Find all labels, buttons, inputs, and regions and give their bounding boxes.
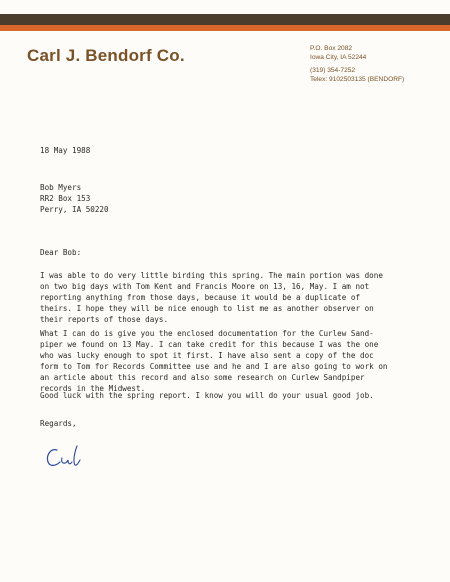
phone-line: (319) 354-7252: [310, 67, 356, 74]
paragraph-line: What I can do is give you the enclosed documentation for the Curlew Sand-: [40, 329, 374, 338]
recipient-name: Bob Myers: [40, 183, 82, 192]
city-line: Iowa City, IA 52244: [310, 54, 367, 61]
paragraph-line: piper we found on 13 May. I can take credit for this because I was the one: [40, 340, 379, 349]
handwritten-signature-icon: [44, 444, 92, 470]
recipient-line-3: Perry, IA 50220: [40, 205, 109, 214]
paragraph-2: [40, 328, 387, 394]
letterhead-orange-band: [0, 25, 450, 31]
paragraph-line: Good luck with the spring report. I know you will do your usual good job.: [40, 391, 374, 400]
paragraph-line: on two big days with Tom Kent and Francis Moore on 13, 16, May. I am not: [40, 282, 370, 291]
contact-block: [310, 44, 404, 84]
letterhead-dark-band: [0, 14, 450, 25]
company-name: Carl J. Bendorf Co.: [27, 46, 185, 65]
paragraph-line: an article about this record and also some research on Curlew Sandpiper: [40, 373, 365, 382]
recipient-address: [40, 182, 109, 215]
telex-line: Telex: 9102503135 (BENDORF): [310, 76, 405, 83]
paragraph-1: [40, 270, 383, 325]
paragraph-line: theirs. I hope they will be nice enough to list me as another observer on: [40, 304, 374, 313]
paragraph-line: I was able to do very little birding this spring. The main portion was done: [40, 271, 383, 280]
paragraph-line: reporting anything from those days, because it would be a duplicate of: [40, 293, 361, 302]
salutation: Dear Bob:: [40, 248, 82, 257]
paragraph-line: form to Tom for Records Committee use and he and I are also going to work on: [40, 362, 388, 371]
letter-date: 18 May 1988: [40, 146, 91, 155]
paragraph-3: [40, 390, 374, 401]
po-box: P.O. Box 2082: [310, 45, 353, 52]
paragraph-line: who was lucky enough to spot it first. I have also sent a copy of the doc: [40, 351, 374, 360]
paragraph-line: their reports of those days.: [40, 315, 169, 324]
paragraph-line: records in the Midwest.: [40, 384, 146, 393]
closing: Regards,: [40, 419, 77, 428]
recipient-line-2: RR2 Box 153: [40, 194, 91, 203]
